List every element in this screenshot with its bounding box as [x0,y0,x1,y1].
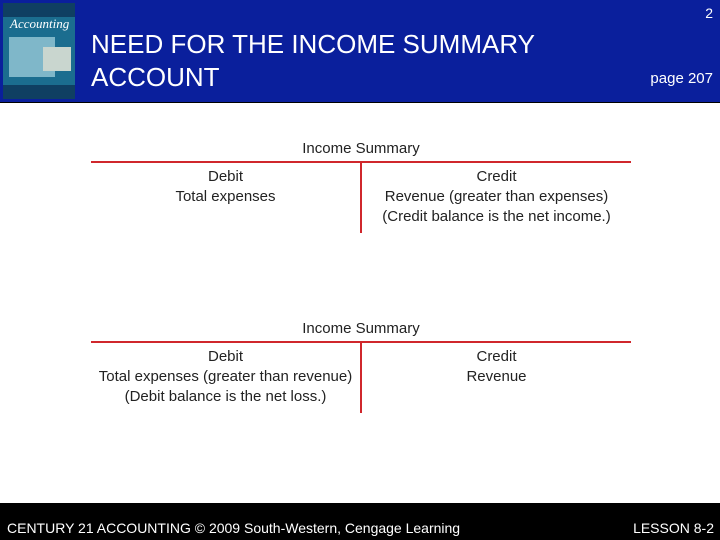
slide-title-line2: ACCOUNT [91,62,220,92]
t-account-title: Income Summary [302,140,420,157]
footer-copyright: CENTURY 21 ACCOUNTING © 2009 South-Western, Cengage Learning [7,520,461,536]
cover-photo-inset [43,47,71,71]
debit-line: (Debit balance is the net loss.) [124,388,327,405]
cover-brand-logo: Accounting [10,16,70,31]
slide-number: 2 [705,5,713,21]
footer-lesson: LESSON 8-2 [633,520,714,536]
credit-heading: Credit [476,168,517,185]
t-account-title: Income Summary [302,320,420,337]
t-account-net-loss [91,320,631,430]
t-account-net-income [91,140,631,250]
slide-title-line1: NEED FOR THE INCOME SUMMARY [91,29,535,59]
cover-bottom-band [3,85,75,99]
credit-heading: Credit [476,348,517,365]
t-account-credit-side [362,347,631,387]
slide-footer [0,503,720,540]
t-account-credit-side [362,167,631,227]
debit-line: Total expenses (greater than revenue) [98,368,353,385]
slide-header [0,0,720,103]
credit-line: Revenue (greater than expenses) [384,188,609,205]
t-account-debit-side [91,347,360,407]
textbook-cover-image [3,3,75,99]
debit-heading: Debit [207,348,244,365]
debit-line: Total expenses [175,188,276,205]
t-account-debit-side [91,167,360,207]
cover-top-band [3,3,75,17]
credit-line: Revenue [466,368,527,385]
debit-heading: Debit [207,168,244,185]
credit-line: (Credit balance is the net income.) [382,208,611,225]
slide-title [91,28,611,94]
page-reference: page 207 [650,70,713,87]
